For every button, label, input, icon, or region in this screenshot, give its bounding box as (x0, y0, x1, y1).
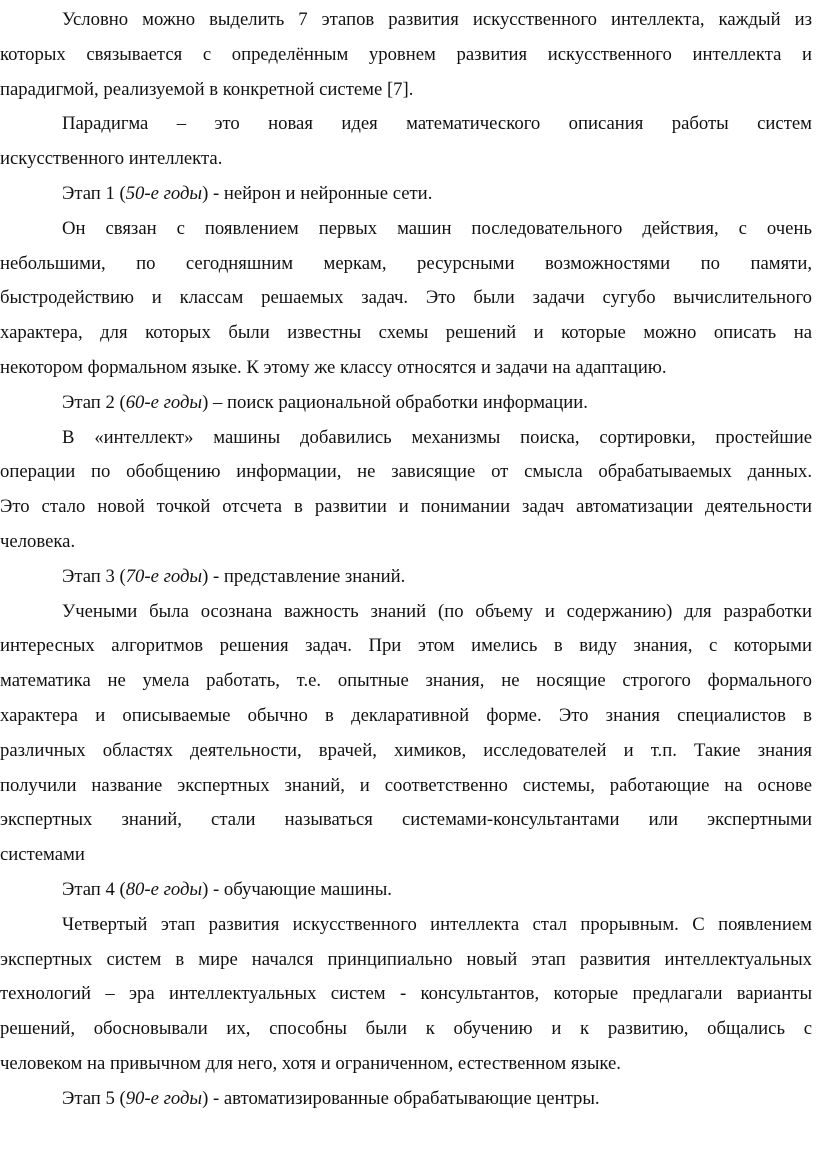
text-line (0, 141, 812, 177)
italic-date-run: 90-е годы (125, 1087, 203, 1109)
text-line (0, 837, 812, 873)
text-line (62, 385, 812, 421)
italic-date-run: 60-е годы (125, 391, 203, 413)
text-line (62, 106, 812, 142)
text-run: интересных алгоритмов решения задач. При этом имелись в виду знания, с которыми (0, 635, 812, 657)
italic-date-run: 80-е годы (125, 879, 203, 900)
text-run: быстродействию и классам решаемых задач. Это были задачи сугубо вычислительного (0, 287, 812, 309)
text-line (0, 802, 812, 838)
text-run: В «интеллект» машины добавились механизмы поиска, сортировки, простейшие (62, 426, 812, 448)
text-run: Учеными была осознана важность знаний (по объему и содержанию) для разработки (62, 600, 812, 622)
text-run: парадигмой, реализуемой в конкретной системе [7]. (0, 78, 414, 100)
text-run: некотором формальном языке. К этому же классу относятся и задачи на адаптацию. (0, 357, 667, 378)
text-line (62, 2, 812, 38)
text-line (0, 246, 812, 282)
text-line (0, 37, 812, 73)
text-run: Этап 5 ( (62, 1087, 126, 1109)
text-line (0, 942, 812, 978)
text-line (0, 524, 812, 560)
text-run: искусственного интеллекта. (0, 148, 223, 170)
text-run: ) - представление знаний. (202, 565, 406, 587)
text-run: ) - обучающие машины. (202, 879, 392, 900)
text-line (62, 211, 812, 247)
text-line (62, 907, 812, 943)
text-line (0, 489, 812, 525)
text-line (62, 1081, 812, 1117)
text-line (62, 559, 812, 595)
text-line (62, 594, 812, 630)
text-run: Он связан с появлением первых машин последовательного действия, с очень (62, 217, 812, 239)
text-run: человека. (0, 531, 76, 552)
text-line (0, 698, 812, 734)
text-run: ) - автоматизированные обрабатывающие центры. (202, 1087, 600, 1109)
text-run: Это стало новой точкой отсчета в развитии и понимании задач автоматизации деятельности (0, 496, 812, 518)
text-run: Этап 3 ( (62, 565, 126, 587)
text-line (0, 733, 812, 769)
text-run: Четвертый этап развития искусственного интеллекта стал прорывным. С появлением (62, 913, 812, 935)
text-run: системами (0, 844, 85, 866)
text-run: различных областях деятельности, врачей, химиков, исследователей и т.п. Такие знания (0, 739, 812, 761)
text-line (0, 1011, 812, 1047)
text-line (62, 872, 812, 908)
text-line (62, 176, 812, 212)
text-line (0, 454, 812, 490)
text-run: технологий – эра интеллектуальных систем - консультантов, которые предлагали варианты (0, 983, 812, 1005)
text-line (0, 768, 812, 804)
text-run: которых связывается с определённым уровнем развития искусственного интеллекта и (0, 43, 812, 65)
text-run: математика не умела работать, т.е. опытные знания, не носящие строгого формального (0, 670, 812, 692)
text-run: операции по обобщению информации, не зависящие от смысла обрабатываемых данных. (0, 461, 812, 483)
text-run: экспертных систем в мире начался принципиально новый этап развития интеллектуальных (0, 948, 812, 970)
text-run: характера, для которых были известны схемы решений и которые можно описать на (0, 322, 812, 344)
text-run: ) – поиск рациональной обработки информации. (202, 391, 588, 413)
text-run: Этап 2 ( (62, 391, 126, 413)
text-run: экспертных знаний, стали называться системами-консультантами или экспертными (0, 809, 812, 831)
text-run: человеком на привычном для него, хотя и ограниченном, естественном языке. (0, 1053, 621, 1074)
text-run: получили название экспертных знаний, и соответственно системы, работающие на основе (0, 774, 812, 796)
text-line (62, 420, 812, 456)
text-line (0, 72, 812, 108)
text-run: Парадигма – это новая идея математического описания работы систем (62, 113, 812, 135)
text-run: Этап 1 ( (62, 183, 126, 204)
italic-date-run: 50-е годы (125, 183, 203, 204)
text-line (0, 663, 812, 699)
text-run: небольшими, по сегодняшним меркам, ресурсными возможностями по памяти, (0, 252, 812, 274)
text-run: Этап 4 ( (62, 879, 126, 900)
text-line (0, 350, 812, 386)
text-line (0, 280, 812, 316)
text-run: Условно можно выделить 7 этапов развития искусственного интеллекта, каждый из (62, 9, 812, 30)
text-line (0, 976, 812, 1012)
italic-date-run: 70-е годы (125, 565, 203, 587)
text-run: решений, обосновывали их, способны были к обучению и к развитию, общались с (0, 1018, 812, 1040)
text-run: ) - нейрон и нейронные сети. (202, 183, 433, 204)
text-line (0, 628, 812, 664)
text-line (0, 315, 812, 351)
text-line (0, 1046, 812, 1082)
text-run: характера и описываемые обычно в декларативной форме. Это знания специалистов в (0, 705, 812, 726)
